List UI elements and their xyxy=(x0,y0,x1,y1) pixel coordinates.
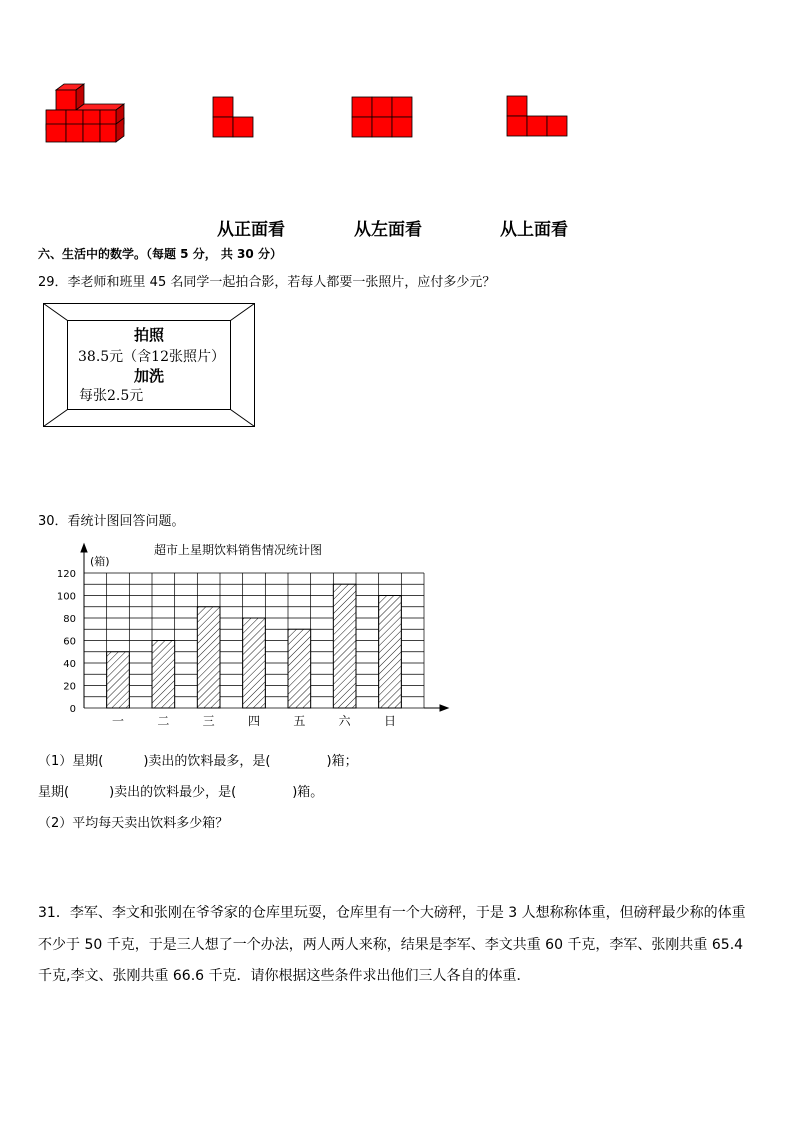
view-label-left: 从左面看 xyxy=(354,220,422,240)
cube-solid-figure xyxy=(40,80,130,148)
photo-title: 拍照 xyxy=(134,326,165,344)
chart-title: 超市上星期饮料销售情况统计图 xyxy=(154,543,323,557)
front-view-figure xyxy=(212,96,256,140)
chart-bars xyxy=(107,584,402,708)
q30-sub1-line1-b: )卖出的饮料最多，是( xyxy=(143,754,271,769)
question-30-text: 30．看统计图回答问题。 xyxy=(38,514,185,529)
y-tick-label: 80 xyxy=(63,614,76,625)
bar-3 xyxy=(197,607,220,708)
q30-sub1-line2-b: )卖出的饮料最少，是( xyxy=(109,785,237,800)
bar-7 xyxy=(379,596,402,709)
y-tick-label: 120 xyxy=(56,569,76,580)
bar-2 xyxy=(152,641,175,709)
price-frame xyxy=(43,303,255,427)
bar-6 xyxy=(333,584,356,708)
left-view-figure xyxy=(351,96,415,140)
photo-price: 38.5元（含12张照片） xyxy=(78,349,225,365)
y-tick-label: 20 xyxy=(63,681,76,693)
question-31-text: 31．李军、李文和张刚在爷爷家的仓库里玩耍，仓库里有一个大磅秤，于是 3 人想称称体重，但磅秤最少称的体重不少于 50 千克，于是三人想了一个办法，两人两人来称，结果是李军、李文共重 60 千克，李军、张刚共重 65.4 千克,李文、张刚共重 66.6 千克．请你根据这些条件求出他们三人各自的体重． xyxy=(38,905,746,984)
q30-sub1-line1-a: （1）星期( xyxy=(38,754,104,769)
x-tick-label: 五 xyxy=(293,714,306,728)
reprint-title: 加洗 xyxy=(134,367,165,385)
bar-4 xyxy=(243,618,266,708)
sales-bar-chart xyxy=(50,536,450,732)
q30-sub1-line2-a: 星期( xyxy=(38,785,70,800)
bar-1 xyxy=(107,652,130,708)
question-30-sub1-line2 xyxy=(38,781,323,800)
bar-5 xyxy=(288,629,311,708)
x-tick-label: 日 xyxy=(383,714,397,728)
y-tick-label: 40 xyxy=(63,659,76,670)
q30-sub1-line2-c: )箱。 xyxy=(292,785,324,800)
q30-sub1-line1-c: )箱； xyxy=(326,754,358,769)
view-label-front: 从正面看 xyxy=(217,220,285,240)
question-30-sub2: （2）平均每天卖出饮料多少箱？ xyxy=(38,816,229,831)
y-tick-label: 0 xyxy=(69,704,76,715)
reprint-price: 每张2.5元 xyxy=(79,388,144,404)
top-view-figure xyxy=(506,95,570,139)
y-tick-labels xyxy=(57,569,76,715)
y-tick-label: 100 xyxy=(56,591,76,603)
view-label-top: 从上面看 xyxy=(500,220,568,240)
y-axis-label: (箱) xyxy=(90,555,110,568)
question-30-sub1-line1 xyxy=(38,750,358,769)
section-title: 六、生活中的数学。（每题 5 分， 共 30 分） xyxy=(38,247,282,261)
x-tick-label: 三 xyxy=(202,714,215,728)
x-tick-label: 四 xyxy=(247,714,261,728)
x-tick-labels xyxy=(112,714,396,728)
x-tick-label: 二 xyxy=(157,714,170,728)
y-tick-label: 60 xyxy=(63,636,76,648)
x-tick-label: 六 xyxy=(338,714,351,728)
question-29-text: 29．李老师和班里 45 名同学一起拍合影，若每人都要一张照片，应付多少元？ xyxy=(38,275,496,290)
x-tick-label: 一 xyxy=(111,714,125,728)
